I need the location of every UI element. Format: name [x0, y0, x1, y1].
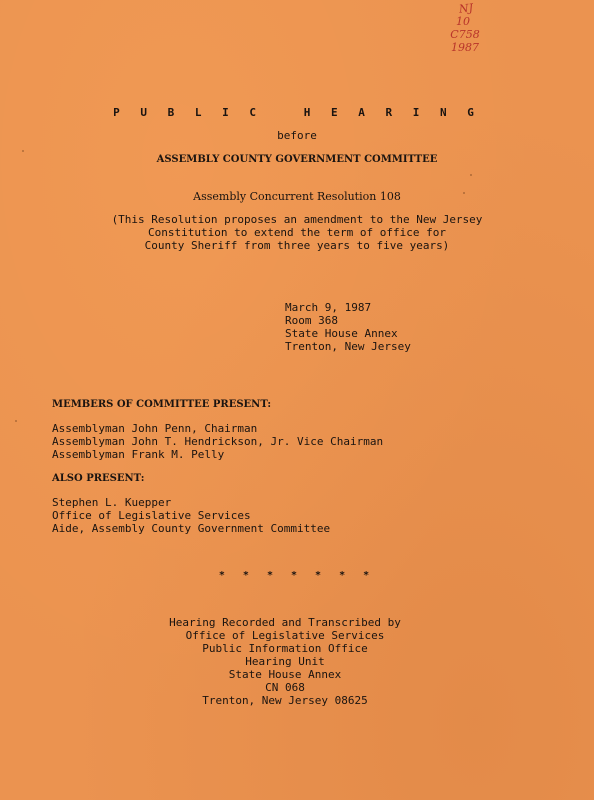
transcription-line: State House Annex — [228, 668, 342, 681]
transcription-line: Public Information Office — [202, 642, 368, 655]
hearing-building: State House Annex — [285, 327, 398, 340]
handwritten-line: C758 — [450, 28, 480, 41]
also-present-list — [52, 496, 330, 535]
member-item: Assemblyman Frank M. Pelly — [52, 448, 225, 461]
also-present-item: Office of Legislative Services — [52, 509, 251, 522]
transcription-line: Trenton, New Jersey 08625 — [202, 694, 368, 707]
transcription-info — [0, 616, 570, 707]
handwritten-line: 10 — [456, 15, 470, 28]
also-present-item: Aide, Assembly County Government Committee — [52, 522, 331, 535]
paper-speck — [470, 174, 472, 176]
paper-speck — [22, 150, 24, 152]
description-line: County Sheriff from three years to five years) — [144, 239, 450, 252]
members-list — [52, 422, 383, 461]
resolution-description — [0, 213, 594, 252]
document-title: P U B L I C H E A R I N G — [113, 106, 481, 119]
description-line: Constitution to extend the term of office for — [147, 226, 446, 239]
hearing-date: March 9, 1987 — [285, 301, 372, 314]
member-item: Assemblyman John Penn, Chairman — [52, 422, 258, 435]
resolution-title: Assembly Concurrent Resolution 108 — [193, 190, 401, 203]
handwritten-call-number — [432, 2, 492, 54]
transcription-line: Office of Legislative Services — [185, 629, 385, 642]
members-heading: MEMBERS OF COMMITTEE PRESENT: — [52, 399, 272, 410]
hearing-date-location — [285, 301, 411, 353]
separator-asterisks: * * * * * * * — [218, 570, 376, 581]
transcription-line: Hearing Unit — [245, 655, 325, 668]
hearing-city: Trenton, New Jersey — [285, 340, 411, 353]
committee-name: ASSEMBLY COUNTY GOVERNMENT COMMITTEE — [156, 154, 438, 165]
before-label: before — [277, 129, 317, 142]
also-present-heading: ALSO PRESENT: — [52, 473, 145, 484]
also-present-item: Stephen L. Kuepper — [52, 496, 172, 509]
paper-speck — [463, 192, 465, 194]
transcription-line: CN 068 — [265, 681, 305, 694]
transcription-line: Hearing Recorded and Transcribed by — [169, 616, 401, 629]
member-item: Assemblyman John T. Hendrickson, Jr. Vice Chairman — [52, 435, 384, 448]
paper-speck — [15, 420, 17, 422]
handwritten-line: 1987 — [451, 41, 479, 54]
description-line: (This Resolution proposes an amendment to the New Jersey — [111, 213, 483, 226]
handwritten-line: NJ — [458, 1, 474, 16]
hearing-room: Room 368 — [285, 314, 338, 327]
